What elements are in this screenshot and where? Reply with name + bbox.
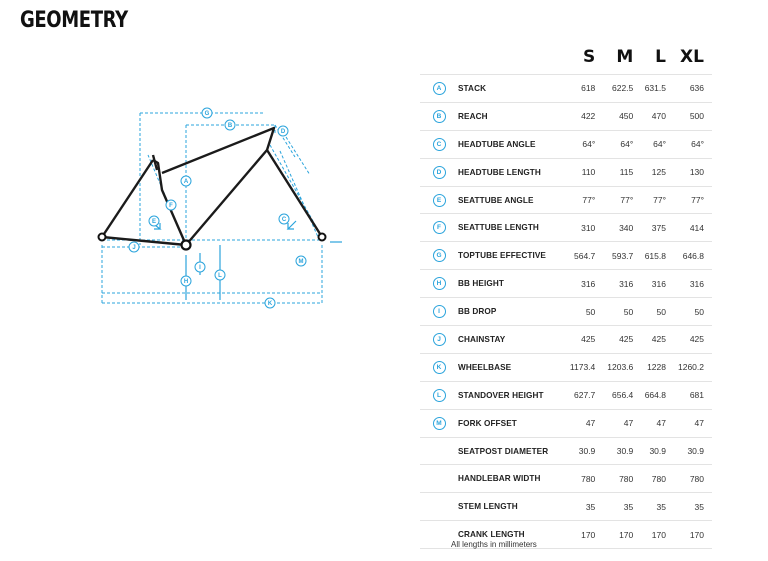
row-badge: D [433,166,446,179]
row-badge-cell [420,437,458,465]
row-name: SEATTUBE ANGLE [458,186,566,214]
row-value-s: 50 [566,298,603,326]
row-value-s: 64° [566,130,603,158]
row-value-m: 622.5 [603,75,641,103]
table-row [420,493,712,521]
row-name: BB DROP [458,298,566,326]
size-header-row [420,40,712,75]
diagram-label: B [227,123,233,130]
row-value-s: 564.7 [566,242,603,270]
row-value-xl: 130 [674,158,712,186]
row-name: WHEELBASE [458,353,566,381]
row-badge: M [433,417,446,430]
row-value-m: 170 [603,521,641,549]
diagram-label: F [169,203,173,210]
table-row [420,75,712,103]
row-value-xl: 50 [674,298,712,326]
row-value-l: 470 [641,102,674,130]
row-name: TOPTUBE EFFECTIVE [458,242,566,270]
row-name: CRANK LENGTH [458,521,566,549]
row-value-l: 316 [641,270,674,298]
row-value-s: 627.7 [566,381,603,409]
row-badge-cell [420,242,458,270]
row-name: HEADTUBE ANGLE [458,130,566,158]
table-row [420,242,712,270]
row-value-m: 47 [603,409,641,437]
diagram-label: E [151,219,157,226]
row-badge: I [433,305,446,318]
frame-geometry-diagram [90,95,350,325]
row-value-s: 618 [566,75,603,103]
row-name: SEATPOST DIAMETER [458,437,566,465]
row-value-xl: 64° [674,130,712,158]
row-value-s: 316 [566,270,603,298]
diagram-label: K [267,301,273,308]
diagram-label: G [204,111,210,118]
row-name: STANDOVER HEIGHT [458,381,566,409]
table-row [420,437,712,465]
row-badge-cell [420,465,458,493]
row-name: BB HEIGHT [458,270,566,298]
row-badge-cell [420,186,458,214]
row-badge: H [433,277,446,290]
row-value-l: 77° [641,186,674,214]
row-value-m: 64° [603,130,641,158]
size-l-header: L [655,47,666,67]
size-s-header: S [583,47,596,67]
row-value-m: 316 [603,270,641,298]
table-row [420,298,712,326]
row-value-s: 310 [566,214,603,242]
row-value-m: 593.7 [603,242,641,270]
row-value-m: 115 [603,158,641,186]
geometry-table [420,40,712,549]
row-badge: C [433,138,446,151]
row-value-xl: 1260.2 [674,353,712,381]
row-badge: L [433,389,446,402]
row-badge-cell [420,214,458,242]
row-value-l: 35 [641,493,674,521]
row-name: STACK [458,75,566,103]
row-value-xl: 425 [674,326,712,354]
row-value-m: 425 [603,326,641,354]
diagram-label: J [132,245,136,252]
row-value-xl: 77° [674,186,712,214]
row-value-s: 77° [566,186,603,214]
row-value-l: 64° [641,130,674,158]
row-name: HANDLEBAR WIDTH [458,465,566,493]
row-badge-cell [420,353,458,381]
header-blank [420,40,458,75]
diagram-label: H [183,279,189,286]
row-badge: G [433,249,446,262]
row-value-l: 30.9 [641,437,674,465]
row-value-s: 47 [566,409,603,437]
row-badge-cell [420,409,458,437]
row-value-xl: 780 [674,465,712,493]
row-value-l: 125 [641,158,674,186]
table-row [420,353,712,381]
row-value-m: 340 [603,214,641,242]
row-badge-cell [420,493,458,521]
row-value-m: 50 [603,298,641,326]
table-row [420,102,712,130]
row-value-xl: 500 [674,102,712,130]
row-value-s: 110 [566,158,603,186]
diagram-label: M [298,259,304,266]
table-row [420,186,712,214]
row-badge-cell [420,102,458,130]
geometry-rows [420,75,712,549]
table-row [420,381,712,409]
row-badge: J [433,333,446,346]
row-value-xl: 30.9 [674,437,712,465]
row-badge-cell [420,75,458,103]
row-value-l: 50 [641,298,674,326]
row-value-m: 450 [603,102,641,130]
size-m-header: M [616,47,634,67]
row-name: STEM LENGTH [458,493,566,521]
row-badge-cell [420,381,458,409]
row-value-xl: 414 [674,214,712,242]
row-value-xl: 170 [674,521,712,549]
row-value-m: 77° [603,186,641,214]
row-value-l: 47 [641,409,674,437]
row-name: HEADTUBE LENGTH [458,158,566,186]
row-value-s: 35 [566,493,603,521]
row-value-l: 375 [641,214,674,242]
row-badge-cell [420,130,458,158]
row-value-m: 30.9 [603,437,641,465]
diagram-label: C [281,217,287,224]
row-badge: K [433,361,446,374]
row-badge: E [433,194,446,207]
row-value-xl: 646.8 [674,242,712,270]
diagram-label: L [218,273,222,280]
diagram-label: I [199,265,201,272]
row-value-l: 1228 [641,353,674,381]
row-value-xl: 47 [674,409,712,437]
header-name [458,40,566,75]
row-value-xl: 681 [674,381,712,409]
row-value-l: 631.5 [641,75,674,103]
diagram-label: A [183,179,189,186]
row-value-m: 656.4 [603,381,641,409]
row-badge: F [433,221,446,234]
row-badge-cell [420,270,458,298]
row-value-s: 425 [566,326,603,354]
table-row [420,326,712,354]
size-xl-header: XL [680,47,704,67]
row-value-l: 664.8 [641,381,674,409]
table-row [420,409,712,437]
table-row [420,465,712,493]
row-value-xl: 35 [674,493,712,521]
row-value-s: 30.9 [566,437,603,465]
row-badge-cell [420,326,458,354]
row-value-s: 1173.4 [566,353,603,381]
units-note: All lengths in millimeters [451,540,537,549]
row-badge: A [433,82,446,95]
page-title: GEOMETRY [20,8,128,33]
table-row [420,214,712,242]
row-name: FORK OFFSET [458,409,566,437]
row-value-l: 780 [641,465,674,493]
row-value-s: 780 [566,465,603,493]
row-value-s: 422 [566,102,603,130]
table-row [420,158,712,186]
row-value-l: 425 [641,326,674,354]
row-badge-cell [420,298,458,326]
row-value-xl: 316 [674,270,712,298]
table-row [420,130,712,158]
row-value-l: 615.8 [641,242,674,270]
row-badge-cell [420,158,458,186]
row-name: REACH [458,102,566,130]
row-value-s: 170 [566,521,603,549]
row-name: SEATTUBE LENGTH [458,214,566,242]
row-name: CHAINSTAY [458,326,566,354]
row-value-m: 1203.6 [603,353,641,381]
row-value-m: 780 [603,465,641,493]
table-row [420,270,712,298]
diagram-label: D [280,129,286,136]
row-value-m: 35 [603,493,641,521]
row-value-l: 170 [641,521,674,549]
row-badge: B [433,110,446,123]
row-value-xl: 636 [674,75,712,103]
